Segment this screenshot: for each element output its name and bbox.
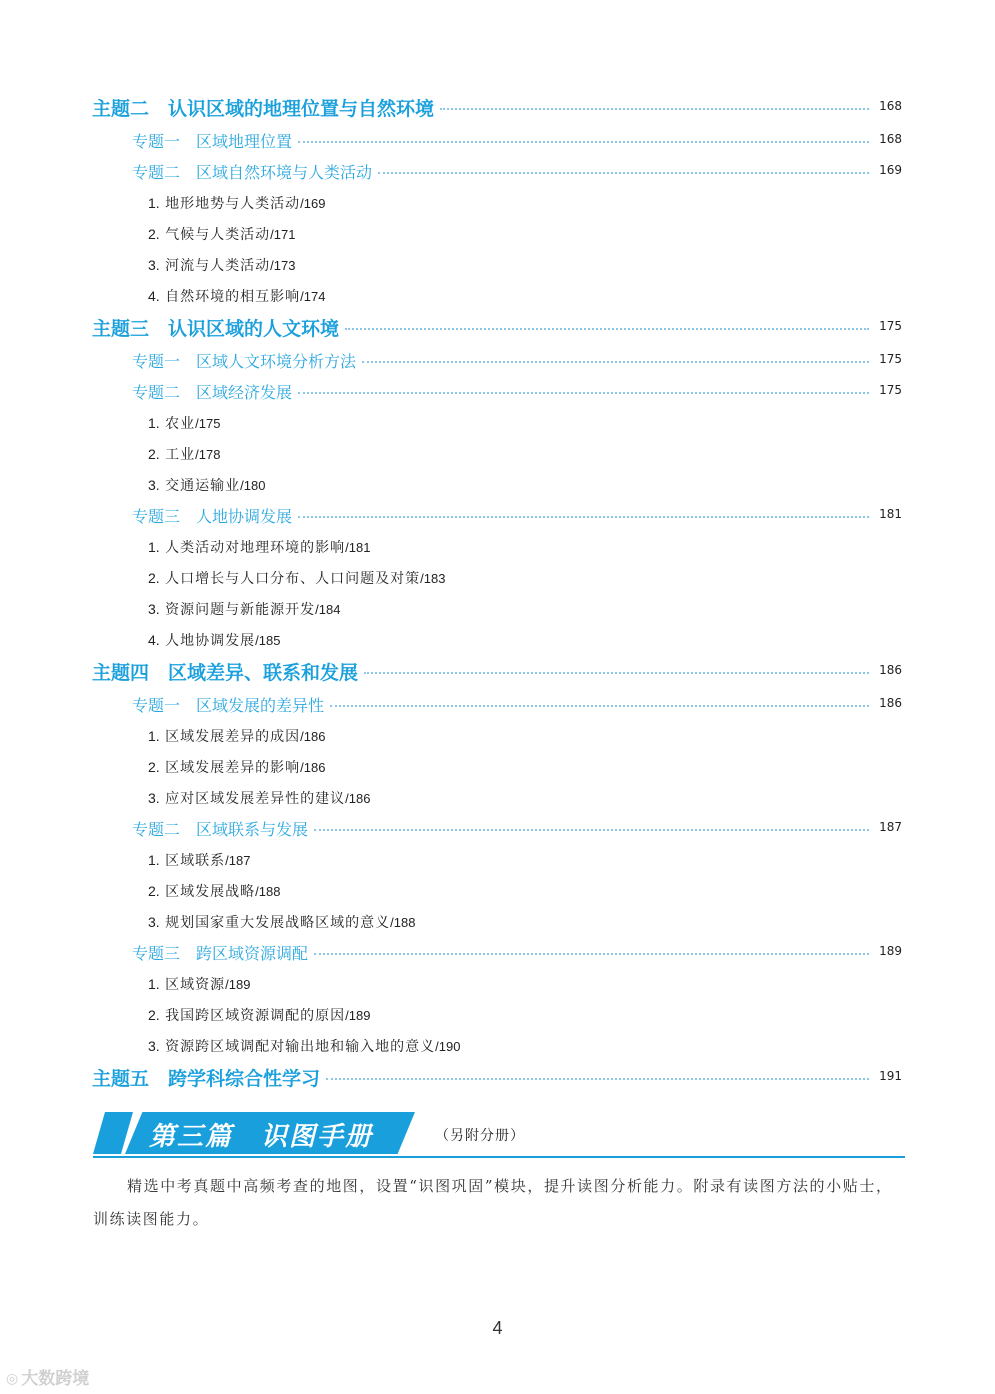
toc-topic-page: 189 <box>879 944 902 958</box>
toc-topic-page: 169 <box>879 163 902 177</box>
toc-item-text: 规划国家重大发展战略区域的意义 <box>165 915 391 931</box>
toc-item-text: 区域发展差异的影响 <box>165 760 301 776</box>
toc-item-separator: / <box>255 884 259 899</box>
toc-item-separator: / <box>315 602 319 617</box>
toc-item-text: 应对区域发展差异性的建议 <box>165 791 346 807</box>
toc-item-page: 173 <box>273 258 296 273</box>
toc-topic-label: 专题二 区域联系与发展 <box>132 820 309 839</box>
toc-item-separator: / <box>225 853 229 868</box>
toc-item-separator: / <box>390 915 394 930</box>
toc-item-number: 1. <box>148 728 160 744</box>
toc-item-label <box>148 788 370 808</box>
toc-item-text: 自然环境的相互影响 <box>165 289 301 305</box>
toc-topic-page: 175 <box>879 352 902 366</box>
toc-topic-page: 187 <box>879 820 902 834</box>
toc-item-text: 区域发展战略 <box>165 884 256 900</box>
toc-topic-label: 专题二 区域自然环境与人类活动 <box>132 163 373 182</box>
toc-theme-label: 主题三 认识区域的人文环境 <box>92 318 340 340</box>
toc-item-number: 2. <box>148 226 160 242</box>
part-title: 第三篇 识图手册 <box>149 1122 374 1152</box>
toc-item-text: 人地协调发展 <box>165 633 256 649</box>
toc-item-page: 186 <box>303 729 326 744</box>
toc-item-separator: / <box>300 760 304 775</box>
toc-item-label <box>148 1036 460 1056</box>
toc-item-separator: / <box>435 1039 439 1054</box>
watermark-logo-icon: ◎ <box>6 1371 19 1387</box>
toc-item-text: 资源问题与新能源开发 <box>165 602 316 618</box>
toc-topic-page: 175 <box>879 383 902 397</box>
dot-leader <box>378 172 869 174</box>
toc-item-separator: / <box>300 196 304 211</box>
toc-item-page: 185 <box>258 633 281 648</box>
toc-theme-label: 主题五 跨学科综合性学习 <box>92 1068 321 1090</box>
toc-item-separator: / <box>270 258 274 273</box>
toc-item-number: 4. <box>148 288 160 304</box>
toc-item-page: 186 <box>348 791 371 806</box>
toc-topic-label: 专题一 区域地理位置 <box>132 132 293 151</box>
toc-item-text: 工业 <box>165 447 196 463</box>
toc-item-label <box>148 255 295 275</box>
toc-item-label <box>148 726 325 746</box>
toc-item-text: 河流与人类活动 <box>165 258 271 274</box>
toc-item-separator: / <box>270 227 274 242</box>
part-banner <box>93 1112 905 1158</box>
dot-leader <box>330 705 869 707</box>
toc-item-page: 174 <box>303 289 326 304</box>
toc-item-number: 4. <box>148 632 160 648</box>
watermark-text: 大数跨境 <box>21 1369 90 1389</box>
toc-item-page: 188 <box>258 884 281 899</box>
toc-item-label <box>148 757 325 777</box>
dot-leader <box>440 108 869 110</box>
toc-item-separator: / <box>225 977 229 992</box>
dot-leader <box>364 672 869 674</box>
part-description: 精选中考真题中高频考查的地图，设置“识图巩固”模块，提升读图分析能力。附录有读图方法的小贴士，训练读图能力。 <box>93 1177 893 1228</box>
toc-item-separator: / <box>195 416 199 431</box>
toc-item-label <box>148 537 370 557</box>
toc-item-page: 190 <box>438 1039 461 1054</box>
toc-item-number: 1. <box>148 976 160 992</box>
page-number: 4 <box>492 1318 503 1338</box>
toc-item-separator: / <box>345 791 349 806</box>
toc-item-number: 1. <box>148 415 160 431</box>
toc-item-page: 189 <box>348 1008 371 1023</box>
dot-leader <box>345 328 869 330</box>
toc-item-text: 气候与人类活动 <box>165 227 271 243</box>
toc-topic-label: 专题三 跨区域资源调配 <box>132 944 309 963</box>
toc-item-separator: / <box>255 633 259 648</box>
toc-item-separator: / <box>345 540 349 555</box>
toc-topic-page: 186 <box>879 696 902 710</box>
toc-item-label <box>148 193 325 213</box>
toc-item-label <box>148 850 250 870</box>
toc-item-separator: / <box>345 1008 349 1023</box>
toc-item-number: 1. <box>148 539 160 555</box>
dot-leader <box>326 1078 869 1080</box>
toc-item-number: 3. <box>148 1038 160 1054</box>
toc-item-page: 183 <box>423 571 446 586</box>
toc-item-separator: / <box>300 289 304 304</box>
dot-leader <box>314 829 869 831</box>
toc-item-label <box>148 881 280 901</box>
toc-item-label <box>148 413 220 433</box>
toc-item-number: 1. <box>148 195 160 211</box>
toc-item-page: 175 <box>198 416 221 431</box>
toc-item-number: 1. <box>148 852 160 868</box>
toc-item-number: 3. <box>148 914 160 930</box>
toc-item-text: 农业 <box>165 416 196 432</box>
dot-leader <box>362 361 869 363</box>
toc-item-label <box>148 1005 370 1025</box>
toc-item-separator: / <box>240 478 244 493</box>
toc-item-page: 188 <box>393 915 416 930</box>
toc-item-page: 169 <box>303 196 326 211</box>
toc-item-page: 178 <box>198 447 221 462</box>
toc-item-label <box>148 475 265 495</box>
banner-rule <box>93 1156 905 1158</box>
toc-item-text: 交通运输业 <box>165 478 241 494</box>
dot-leader <box>298 141 869 143</box>
toc-item-label <box>148 912 415 932</box>
toc-item-page: 186 <box>303 760 326 775</box>
toc-item-number: 2. <box>148 1007 160 1023</box>
toc-item-page: 184 <box>318 602 341 617</box>
toc-item-label <box>148 599 340 619</box>
toc-theme-page: 191 <box>879 1069 902 1083</box>
toc-item-number: 2. <box>148 446 160 462</box>
toc-item-text: 区域资源 <box>165 977 226 993</box>
toc-item-label <box>148 224 295 244</box>
toc-item-separator: / <box>420 571 424 586</box>
toc-item-number: 3. <box>148 790 160 806</box>
toc-item-text: 区域联系 <box>165 853 226 869</box>
toc-item-number: 2. <box>148 883 160 899</box>
toc-theme-page: 186 <box>879 663 902 677</box>
toc-item-separator: / <box>300 729 304 744</box>
toc-theme-label: 主题二 认识区域的地理位置与自然环境 <box>92 98 435 120</box>
toc-theme-page: 168 <box>879 99 902 113</box>
toc-topic-label: 专题一 区域人文环境分析方法 <box>132 352 357 371</box>
toc-item-label <box>148 630 280 650</box>
toc-topic-page: 168 <box>879 132 902 146</box>
toc-item-text: 我国跨区域资源调配的原因 <box>165 1008 346 1024</box>
toc-item-text: 区域发展差异的成因 <box>165 729 301 745</box>
dot-leader <box>298 516 869 518</box>
toc-item-number: 3. <box>148 257 160 273</box>
watermark <box>6 1364 89 1389</box>
dot-leader <box>314 953 869 955</box>
toc-item-page: 181 <box>348 540 371 555</box>
part-note: （另附分册） <box>435 1128 525 1144</box>
toc-item-text: 人类活动对地理环境的影响 <box>165 540 346 556</box>
toc-theme-page: 175 <box>879 319 902 333</box>
toc-item-text: 地形地势与人类活动 <box>165 196 301 212</box>
toc-item-label <box>148 974 250 994</box>
toc-item-text: 资源跨区域调配对输出地和输入地的意义 <box>165 1039 436 1055</box>
toc-topic-label: 专题一 区域发展的差异性 <box>132 696 325 715</box>
toc-theme-label: 主题四 区域差异、联系和发展 <box>92 662 359 684</box>
toc-item-text: 人口增长与人口分布、人口问题及对策 <box>165 571 421 587</box>
toc-item-number: 3. <box>148 477 160 493</box>
toc-item-label <box>148 286 325 306</box>
toc-item-number: 2. <box>148 759 160 775</box>
toc-item-page: 171 <box>273 227 296 242</box>
toc-item-page: 187 <box>228 853 251 868</box>
banner-stripe <box>93 1112 133 1154</box>
toc-item-label <box>148 444 220 464</box>
dot-leader <box>298 392 869 394</box>
toc-item-page: 189 <box>228 977 251 992</box>
toc-item-label <box>148 568 445 588</box>
toc-item-separator: / <box>195 447 199 462</box>
toc-topic-label: 专题三 人地协调发展 <box>132 507 293 526</box>
toc-item-number: 2. <box>148 570 160 586</box>
toc-topic-label: 专题二 区域经济发展 <box>132 383 293 402</box>
toc-item-page: 180 <box>243 478 266 493</box>
toc-item-number: 3. <box>148 601 160 617</box>
toc-topic-page: 181 <box>879 507 902 521</box>
